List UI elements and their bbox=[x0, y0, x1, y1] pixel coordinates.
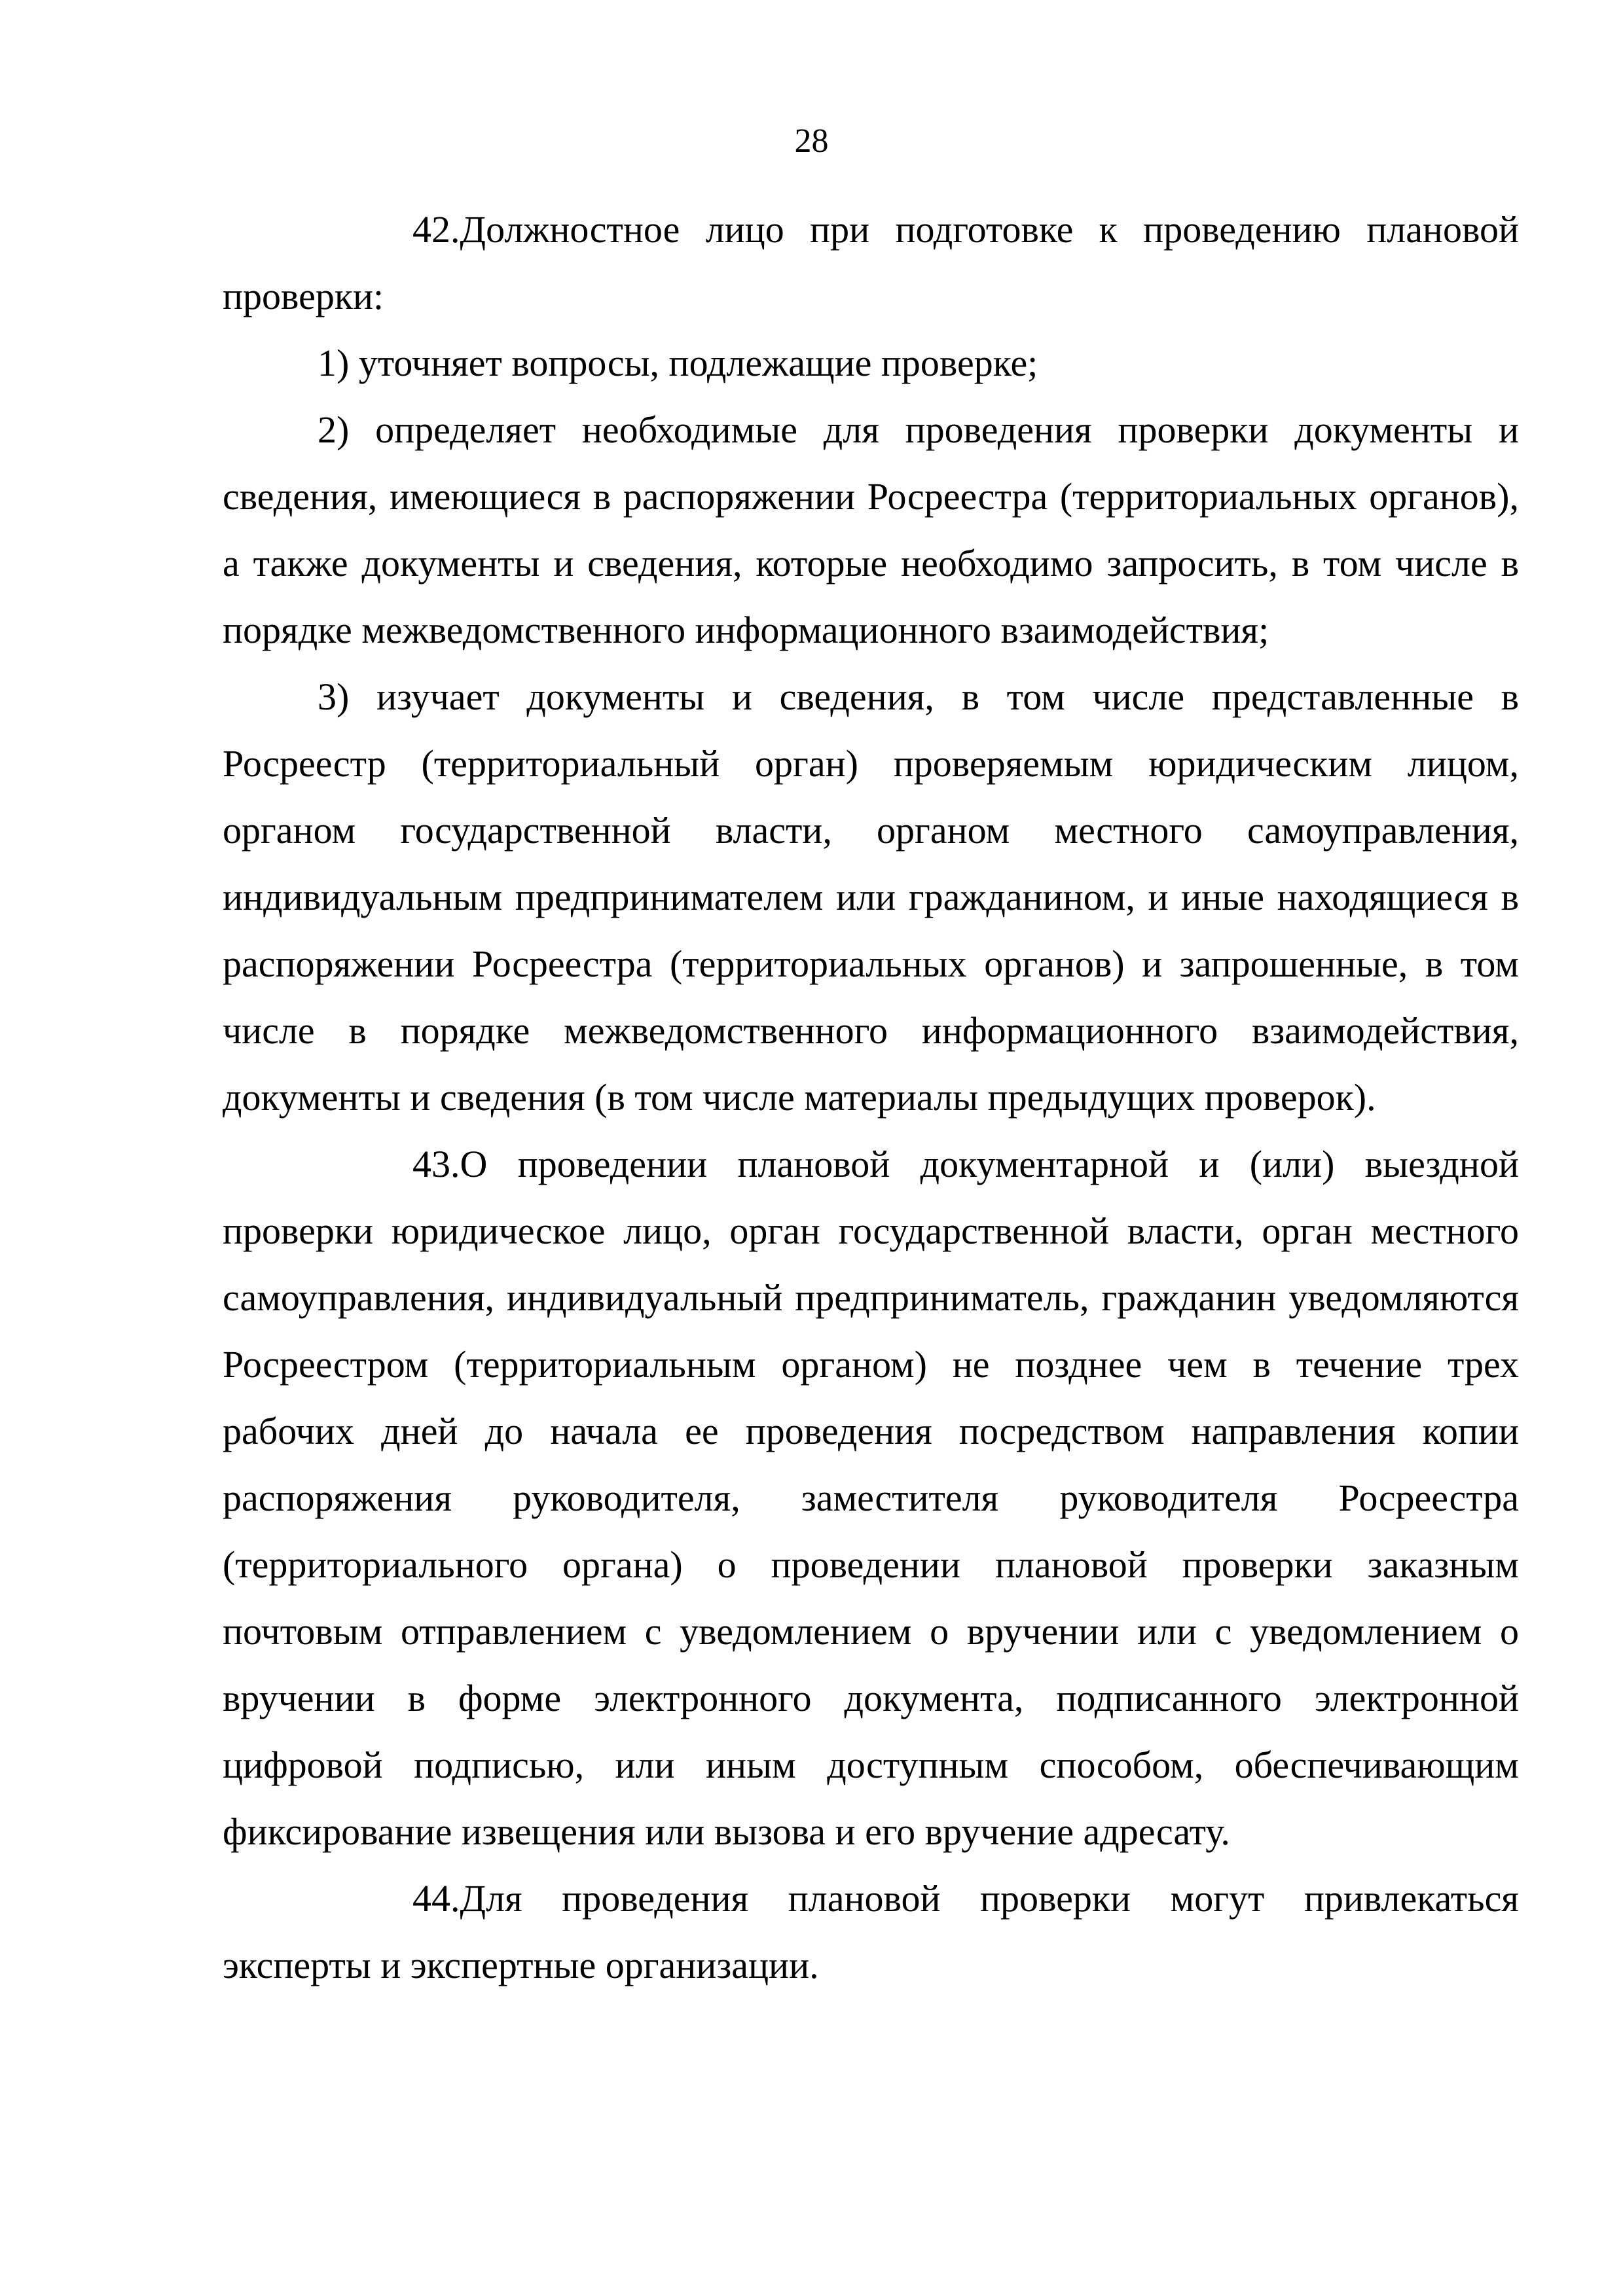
page-number: 28 bbox=[794, 122, 829, 160]
paragraph-number: 43. bbox=[412, 1143, 460, 1185]
paragraph-text: Должностное лицо при подготовке к проведению плановой проверки: bbox=[223, 208, 1519, 317]
subparagraph-3: 3) изучает документы и сведения, в том числе представленные в Росреестр (территориальный орган) проверяемым юридическим лицом, органом государственной власти, органом местного самоуправления, индивидуальным предпринимателем или гражданином, и иные находящиеся в распоряжении Росреестра (территориальных органов) и запрошенные, в том числе в порядке межведомственного информационного взаимодействия, документы и сведения (в том числе материалы предыдущих проверок). bbox=[223, 675, 1519, 1119]
paragraph-text: О проведении плановой документарной и (или) выездной проверки юридическое лицо, орган государственной власти, орган местного самоуправления, индивидуальный предприниматель, гражданин уведомляются Росреестром (территориальным органом) не позднее чем в течение трех рабочих дней до начала ее проведения посредством направления копии распоряжения руководителя, заместителя руководителя Росреестра (территориального органа) о проведении плановой проверки заказным почтовым отправлением с уведомлением о вручении или с уведомлением о вручении в форме электронного документа, подписанного электронной цифровой подписью, или иным доступным способом, обеспечивающим фиксирование извещения или вызова и его вручение адресату. bbox=[223, 1143, 1519, 1853]
subparagraph-1: 1) уточняет вопросы, подлежащие проверке; bbox=[318, 342, 1038, 384]
paragraph-number: 44. bbox=[412, 1877, 460, 1920]
paragraph-42 bbox=[223, 196, 1519, 330]
subparagraph-2: 2) определяет необходимые для проведения проверки документы и сведения, имеющиеся в распоряжении Росреестра (территориальных органов), а также документы и сведения, которые необходимо запросить, в том числе в порядке межведомственного информационного взаимодействия; bbox=[223, 408, 1519, 651]
paragraph-44 bbox=[223, 1865, 1519, 1999]
paragraph-43 bbox=[223, 1131, 1519, 1865]
document-body bbox=[223, 196, 1519, 1999]
paragraph-number: 42. bbox=[412, 208, 460, 251]
paragraph-text: Для проведения плановой проверки могут привлекаться эксперты и экспертные организации. bbox=[223, 1877, 1519, 1986]
